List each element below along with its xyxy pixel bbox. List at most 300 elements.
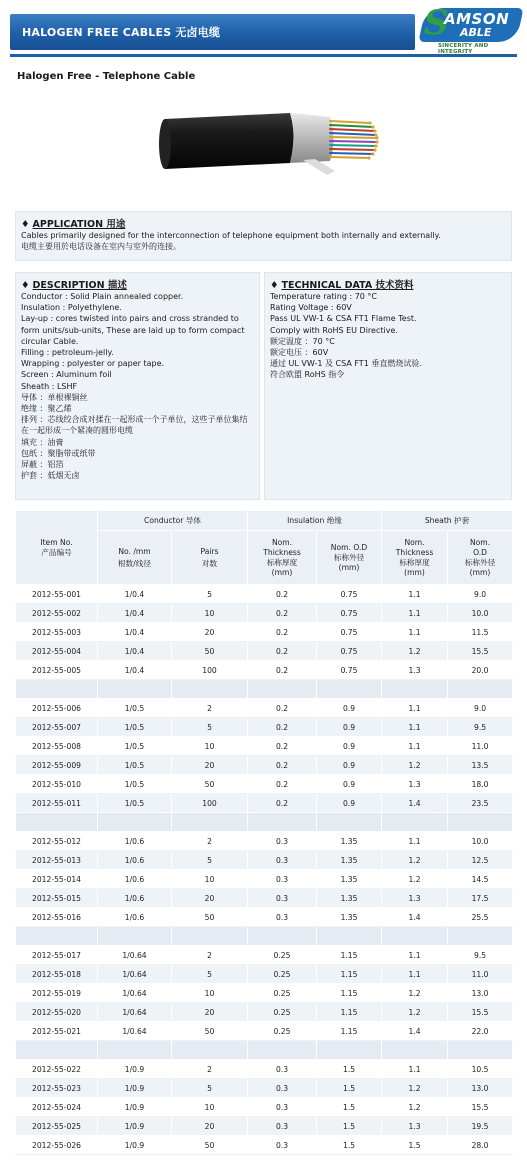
table-spacer-cell (248, 680, 317, 699)
table-cell: 1/0.4 (98, 661, 172, 680)
table-cell: 0.3 (248, 1098, 317, 1117)
diamond-bullet-icon: ♦ (21, 280, 30, 291)
panel-line: 包纸 ：聚脂带或纸带 (21, 448, 96, 458)
diamond-bullet-icon: ♦ (270, 280, 279, 291)
table-cell: 1/0.64 (98, 984, 172, 1003)
table-cell: 15.5 (448, 1098, 513, 1117)
table-cell: 50 (172, 775, 248, 794)
table-cell: 2012-55-015 (16, 889, 98, 908)
table-cell: 0.3 (248, 889, 317, 908)
table-cell: 5 (172, 851, 248, 870)
table-cell: 2012-55-016 (16, 908, 98, 927)
table-row (16, 585, 513, 604)
table-cell: 0.25 (248, 1003, 317, 1022)
header-pairs (172, 531, 248, 585)
table-cell: 1/0.4 (98, 642, 172, 661)
table-cell: 1.5 (317, 1136, 382, 1155)
table-cell: 0.3 (248, 870, 317, 889)
table-cell: 1.1 (382, 623, 448, 642)
table-cell: 2012-55-009 (16, 756, 98, 775)
table-cell: 1/0.6 (98, 851, 172, 870)
table-cell: 11.0 (448, 965, 513, 984)
table-cell: 1.35 (317, 832, 382, 851)
table-cell: 0.75 (317, 604, 382, 623)
table-row (16, 984, 513, 1003)
table-row (16, 870, 513, 889)
logo-line1: AMSON (444, 10, 510, 28)
table-cell: 5 (172, 718, 248, 737)
table-cell: 1/0.4 (98, 604, 172, 623)
panel-line: Sheath : LSHF (21, 381, 78, 391)
table-spacer-row (16, 813, 513, 832)
table-cell: 2012-55-001 (16, 585, 98, 604)
header-sheath: Sheath 护套 (382, 511, 513, 531)
table-row (16, 1003, 513, 1022)
header-line: Thickness (395, 547, 434, 557)
table-spacer-cell (317, 813, 382, 832)
table-row (16, 661, 513, 680)
table-cell: 0.3 (248, 1060, 317, 1079)
table-spacer-cell (448, 680, 513, 699)
table-spacer-cell (98, 927, 172, 946)
logo-s-mark: S (424, 3, 449, 43)
table-spacer-cell (16, 813, 98, 832)
panel-line: 通过 UL VW-1 及 CSA FT1 垂直燃烧试验. (270, 359, 422, 369)
table-cell: 1.5 (317, 1117, 382, 1136)
table-cell: 15.5 (448, 642, 513, 661)
table-cell: 1/0.9 (98, 1079, 172, 1098)
table-cell: 0.25 (248, 965, 317, 984)
table-spacer-cell (98, 680, 172, 699)
table-row (16, 699, 513, 718)
panel-line: 排列 ：芯线绞合成对揉在一起形成一个子单位，这些子单位集结在一起形成一个紧凑的圆形电缆 (21, 415, 248, 436)
table-cell: 25.5 (448, 908, 513, 927)
header-no-mm (98, 531, 172, 585)
table-spacer-cell (448, 813, 513, 832)
header-line: 标称外径 (464, 557, 496, 567)
table-cell: 1.4 (382, 908, 448, 927)
table-spacer-cell (382, 927, 448, 946)
table-cell: 2012-55-010 (16, 775, 98, 794)
table-cell: 0.9 (317, 718, 382, 737)
table-cell: 0.25 (248, 984, 317, 1003)
table-cell: 0.2 (248, 794, 317, 813)
table-cell: 2 (172, 1060, 248, 1079)
logo-tagline: SINCERITY AND INTEGRITY (438, 43, 489, 55)
table-cell: 1.1 (382, 1060, 448, 1079)
panel-line: Rating Voltage : 60V (270, 303, 352, 313)
table-cell: 10 (172, 604, 248, 623)
header-line: 产品编号 (41, 547, 72, 557)
panel-line: Pass UL VW-1 & CSA FT1 Flame Test. (270, 314, 417, 324)
table-spacer-cell (98, 1041, 172, 1060)
table-cell: 0.2 (248, 699, 317, 718)
header-line: Nom. (469, 537, 491, 547)
header-insulation: Insulation 绝缘 (248, 511, 382, 531)
table-cell: 13.0 (448, 984, 513, 1003)
table-cell: 0.75 (317, 661, 382, 680)
table-cell: 0.2 (248, 737, 317, 756)
panel-line: Lay-up : cores twisted into pairs and cross stranded to form units/sub-units, These are laid up to form compact circular Cable. (21, 314, 245, 346)
table-cell: 1.2 (382, 1079, 448, 1098)
table-cell: 0.3 (248, 1136, 317, 1155)
panel-line: Screen : Aluminum foil (21, 370, 112, 380)
table-cell: 1/0.6 (98, 832, 172, 851)
table-row (16, 908, 513, 927)
table-cell: 1/0.5 (98, 718, 172, 737)
table-cell: 2 (172, 832, 248, 851)
table-cell: 1/0.9 (98, 1136, 172, 1155)
table-cell: 1.1 (382, 699, 448, 718)
header-line: Pairs (200, 546, 219, 556)
table-cell: 1/0.9 (98, 1060, 172, 1079)
table-cell: 0.2 (248, 775, 317, 794)
table-cell: 1.1 (382, 832, 448, 851)
table-cell: 0.75 (317, 642, 382, 661)
table-cell: 2012-55-026 (16, 1136, 98, 1155)
table-cell: 0.9 (317, 756, 382, 775)
table-spacer-cell (382, 813, 448, 832)
header-line: Nom. O.D (330, 542, 368, 552)
table-row (16, 1136, 513, 1155)
table-row (16, 889, 513, 908)
table-cell: 100 (172, 661, 248, 680)
table-row (16, 1022, 513, 1041)
table-spacer-row (16, 1041, 513, 1060)
table-spacer-cell (172, 813, 248, 832)
table-cell: 0.3 (248, 851, 317, 870)
table-cell: 1.35 (317, 889, 382, 908)
panel-line: 填充 ：油膏 (21, 437, 64, 447)
table-row (16, 775, 513, 794)
technical-body (270, 291, 507, 381)
table-cell: 10 (172, 984, 248, 1003)
header-line: Item No. (40, 537, 73, 547)
table-cell: 1.15 (317, 1003, 382, 1022)
table-cell: 2012-55-007 (16, 718, 98, 737)
table-cell: 1.2 (382, 851, 448, 870)
table-cell: 0.9 (317, 775, 382, 794)
table-cell: 1/0.64 (98, 1003, 172, 1022)
table-cell: 2012-55-008 (16, 737, 98, 756)
table-cell: 2012-55-003 (16, 623, 98, 642)
panel-line: Temperature rating : 70 °C (270, 292, 378, 301)
table-cell: 15.5 (448, 1003, 513, 1022)
table-row (16, 623, 513, 642)
table-cell: 0.9 (317, 699, 382, 718)
table-cell: 1.15 (317, 965, 382, 984)
header-line: 标称厚度 (266, 557, 298, 567)
table-cell: 1/0.5 (98, 737, 172, 756)
table-cell: 0.2 (248, 604, 317, 623)
table-row (16, 1117, 513, 1136)
table-cell: 1.1 (382, 604, 448, 623)
table-cell: 0.3 (248, 1079, 317, 1098)
table-cell: 17.5 (448, 889, 513, 908)
panel-line: 额定电压 ：60V (270, 348, 329, 358)
header-line: 对数 (201, 558, 218, 568)
table-cell: 1.2 (382, 642, 448, 661)
table-cell: 2012-55-022 (16, 1060, 98, 1079)
table-cell: 14.5 (448, 870, 513, 889)
table-cell: 1.5 (317, 1079, 382, 1098)
table-cell: 9.5 (448, 946, 513, 965)
table-cell: 50 (172, 1136, 248, 1155)
table-cell: 11.0 (448, 737, 513, 756)
table-cell: 2012-55-018 (16, 965, 98, 984)
table-cell: 1.15 (317, 984, 382, 1003)
table-cell: 12.5 (448, 851, 513, 870)
table-cell: 1.1 (382, 585, 448, 604)
table-cell: 22.0 (448, 1022, 513, 1041)
header-sh-od (448, 531, 513, 585)
table-cell: 1/0.6 (98, 870, 172, 889)
table-cell: 2012-55-002 (16, 604, 98, 623)
cable-illustration (155, 105, 385, 180)
table-spacer-cell (382, 1041, 448, 1060)
technical-panel (264, 272, 512, 500)
panel-line: 绝缘 ：聚乙烯 (21, 404, 72, 414)
table-row (16, 604, 513, 623)
diamond-bullet-icon: ♦ (21, 219, 30, 230)
table-cell: 1/0.9 (98, 1117, 172, 1136)
table-row (16, 851, 513, 870)
table-cell: 9.0 (448, 585, 513, 604)
table-cell: 13.5 (448, 756, 513, 775)
header-ins-od (317, 531, 382, 585)
description-panel (15, 272, 260, 500)
table-cell: 1.1 (382, 718, 448, 737)
table-cell: 1/0.5 (98, 699, 172, 718)
table-cell: 9.5 (448, 718, 513, 737)
table-cell: 10 (172, 737, 248, 756)
table-spacer-cell (248, 813, 317, 832)
table-cell: 1.2 (382, 756, 448, 775)
application-heading: ♦ APPLICATION 用途 (21, 219, 126, 230)
header-line: 根数/线径 (118, 558, 151, 568)
logo-line2: ABLE (460, 26, 492, 39)
panel-line: Wrapping : polyester or paper tape. (21, 359, 165, 369)
table-row (16, 946, 513, 965)
table-cell: 1.1 (382, 946, 448, 965)
header-line: 标称外径 (333, 552, 365, 562)
table-cell: 10.0 (448, 832, 513, 851)
table-spacer-cell (16, 1041, 98, 1060)
table-cell: 2012-55-012 (16, 832, 98, 851)
panel-line: Conductor : Solid Plain annealed copper. (21, 292, 184, 301)
table-cell: 1/0.5 (98, 794, 172, 813)
table-row (16, 718, 513, 737)
table-head (16, 511, 513, 585)
application-line: Cables primarily designed for the interconnection of telephone equipment both internally and externally. (21, 231, 441, 240)
table-cell: 1.2 (382, 870, 448, 889)
panel-line: Filling : petroleum-jelly. (21, 348, 114, 358)
header-item-no (16, 511, 98, 585)
table-spacer-cell (248, 927, 317, 946)
header-line: No. /mm (118, 546, 151, 556)
table-spacer-cell (98, 813, 172, 832)
table-cell: 10.5 (448, 1060, 513, 1079)
table-cell: 1/0.6 (98, 889, 172, 908)
table-spacer-cell (172, 680, 248, 699)
table-cell: 1.15 (317, 1022, 382, 1041)
table-cell: 1/0.5 (98, 775, 172, 794)
header-line: Nom. (404, 537, 425, 547)
table-cell: 0.2 (248, 585, 317, 604)
table-cell: 5 (172, 585, 248, 604)
table-spacer-cell (317, 927, 382, 946)
table-row (16, 832, 513, 851)
table-cell: 2 (172, 699, 248, 718)
table-cell: 1.2 (382, 984, 448, 1003)
table-cell: 0.25 (248, 1022, 317, 1041)
table-cell: 50 (172, 642, 248, 661)
table-cell: 11.5 (448, 623, 513, 642)
table-cell: 2012-55-020 (16, 1003, 98, 1022)
table-cell: 1.3 (382, 889, 448, 908)
table-cell: 9.0 (448, 699, 513, 718)
table-cell: 20 (172, 1117, 248, 1136)
panel-line: 护套 ：低烟无卤 (21, 471, 80, 481)
header-sh-thickness (382, 531, 448, 585)
table-cell: 1.3 (382, 661, 448, 680)
table-cell: 0.2 (248, 756, 317, 775)
table-cell: 1/0.9 (98, 1098, 172, 1117)
panel-line: 符合欧盟 RoHS 指令 (270, 370, 345, 380)
table-row (16, 1098, 513, 1117)
table-cell: 10 (172, 870, 248, 889)
table-cell: 23.5 (448, 794, 513, 813)
table-cell: 1/0.64 (98, 1022, 172, 1041)
table-spacer-cell (448, 927, 513, 946)
table-spacer-cell (317, 680, 382, 699)
header-line: 标称厚度 (399, 557, 430, 567)
application-panel (15, 211, 512, 261)
table-cell: 2012-55-025 (16, 1117, 98, 1136)
table-cell: 2012-55-005 (16, 661, 98, 680)
table-cell: 10 (172, 1098, 248, 1117)
table-cell: 50 (172, 908, 248, 927)
table-cell: 20 (172, 756, 248, 775)
table-cell: 10.0 (448, 604, 513, 623)
table-row (16, 642, 513, 661)
table-cell: 1.2 (382, 1098, 448, 1117)
table-cell: 1.3 (382, 1117, 448, 1136)
panel-line: 导体 ：单根裸铜丝 (21, 392, 88, 402)
table-cell: 1.1 (382, 965, 448, 984)
table-cell: 0.2 (248, 642, 317, 661)
table-cell: 1.5 (382, 1136, 448, 1155)
table-cell: 1.15 (317, 946, 382, 965)
table-cell: 1.4 (382, 794, 448, 813)
application-body (21, 230, 507, 252)
company-logo (422, 3, 520, 55)
table-cell: 1/0.64 (98, 946, 172, 965)
header-conductor: Conductor 导体 (98, 511, 248, 531)
table-cell: 0.2 (248, 718, 317, 737)
header-title: HALOGEN FREE CABLES 无卤电缆 (22, 26, 221, 39)
table-cell: 1/0.4 (98, 585, 172, 604)
table-cell: 20 (172, 623, 248, 642)
table-row (16, 1060, 513, 1079)
table-cell: 2012-55-004 (16, 642, 98, 661)
table-spacer-row (16, 927, 513, 946)
table-cell: 0.3 (248, 832, 317, 851)
table-cell: 1.5 (317, 1060, 382, 1079)
table-body (16, 585, 513, 1155)
technical-heading: ♦ TECHNICAL DATA 技术资料 (270, 280, 414, 291)
header-ins-thickness (248, 531, 317, 585)
table-cell: 0.25 (248, 946, 317, 965)
table-cell: 1.3 (382, 775, 448, 794)
table-cell: 20 (172, 1003, 248, 1022)
table-cell: 0.2 (248, 661, 317, 680)
header-line: (mm) (271, 567, 293, 577)
table-cell: 0.75 (317, 623, 382, 642)
table-cell: 1.2 (382, 1003, 448, 1022)
table-cell: 1.5 (317, 1098, 382, 1117)
table-cell: 0.75 (317, 585, 382, 604)
table-spacer-cell (172, 927, 248, 946)
table-row (16, 965, 513, 984)
table-cell: 2012-55-019 (16, 984, 98, 1003)
panel-line: 额定温度 ：70 °C (270, 336, 335, 346)
description-heading: ♦ DESCRIPTION 描述 (21, 280, 127, 291)
table-cell: 28.0 (448, 1136, 513, 1155)
table-cell: 0.3 (248, 908, 317, 927)
panel-line: Comply with RoHS EU Directive. (270, 325, 398, 335)
table-row (16, 794, 513, 813)
table-spacer-cell (16, 680, 98, 699)
panel-line: Insulation : Polyethylene. (21, 303, 122, 313)
table-cell: 20 (172, 889, 248, 908)
table-cell: 20.0 (448, 661, 513, 680)
table-cell: 0.9 (317, 794, 382, 813)
table-cell: 5 (172, 1079, 248, 1098)
header-line: (mm) (338, 562, 360, 572)
table-cell: 50 (172, 1022, 248, 1041)
table-cell: 0.2 (248, 623, 317, 642)
table-row (16, 1079, 513, 1098)
header-line: Thickness (263, 547, 301, 557)
product-title: Halogen Free - Telephone Cable (17, 71, 196, 82)
table-cell: 1.4 (382, 1022, 448, 1041)
table-spacer-cell (317, 1041, 382, 1060)
table-spacer-row (16, 680, 513, 699)
table-cell: 1/0.6 (98, 908, 172, 927)
table-cell: 2012-55-023 (16, 1079, 98, 1098)
application-line: 电缆主要用於电话设备在室内与室外的连接。 (21, 242, 181, 252)
table-cell: 1.1 (382, 737, 448, 756)
table-cell: 2 (172, 946, 248, 965)
table-cell: 19.5 (448, 1117, 513, 1136)
table-cell: 1/0.64 (98, 965, 172, 984)
table-cell: 1.35 (317, 870, 382, 889)
table-cell: 2012-55-006 (16, 699, 98, 718)
table-cell: 0.3 (248, 1117, 317, 1136)
table-cell: 2012-55-014 (16, 870, 98, 889)
table-cell: 2012-55-013 (16, 851, 98, 870)
table-cell: 5 (172, 965, 248, 984)
table-spacer-cell (172, 1041, 248, 1060)
header-line: (mm) (469, 567, 491, 577)
table-spacer-cell (382, 680, 448, 699)
table-spacer-cell (448, 1041, 513, 1060)
description-body (21, 291, 255, 481)
table-spacer-cell (248, 1041, 317, 1060)
spec-table (15, 510, 513, 1155)
panel-line: 屏蔽 ：铝箔 (21, 460, 64, 470)
